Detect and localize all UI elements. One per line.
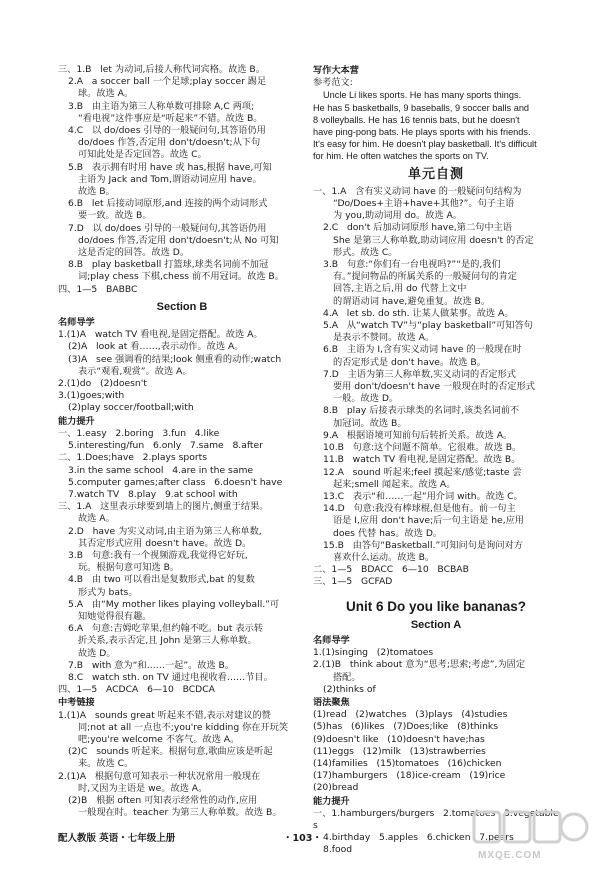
answer-line: 2.(1)A 根据句意可知表示一种状况常用一般现在 — [58, 770, 261, 782]
answer-line: 7.D 主语为第三人称单数,实义动词的否定形式 — [323, 368, 516, 380]
answer-line: 的否定形式是 don't have。故选 B。 — [333, 356, 486, 368]
answer-line: (2)A look at 看……,表示动作。故选 A。 — [68, 341, 244, 353]
right-column — [313, 64, 559, 857]
answer-line: (2)B 根据 often 可知表示经常性的动作,应用 — [68, 794, 258, 806]
answer-line: 参考范文: — [313, 77, 353, 89]
answer-line: 12.A sound 听起来;feel 摸起来/感觉;taste 尝 — [323, 466, 522, 478]
answer-line: 三、1—5 GCFAD — [313, 576, 393, 588]
answer-line: 7.B with 意为“和……一起”。故选 B。 — [68, 659, 235, 671]
answer-line: 可知此处是否定回答。故选 C。 — [78, 149, 207, 161]
answer-line: 13.C 表示“和……一起”用介词 with。故选 C。 — [323, 490, 523, 502]
answer-line: 4.A let sb. do sth. 让某人做某事。故选 A。 — [323, 307, 514, 319]
writing-section — [313, 65, 559, 163]
answer-line: 2.C don't 后加动词原形 have,第二句中主语 — [323, 222, 512, 234]
answer-line: (14)families (15)tomatoes (16)chicken — [313, 757, 502, 769]
unit-test-heading: 单元自测 — [407, 166, 464, 182]
answer-line: 三、1.A 这里表示球要到墙上的图片,侧重于结果。 — [58, 501, 269, 513]
answer-line: 5.A 由“My mother likes playing volleyball.”可 — [68, 598, 280, 610]
answer-line: 15.B 由答句“Basketball.”可知问句是询问对方 — [323, 539, 523, 551]
answer-line: 二、1—5 BDACC 6—10 BCBAB — [313, 564, 469, 576]
answer-line: 为 you,助动词用 do。故选 A。 — [333, 210, 462, 222]
unit-test-answers — [313, 186, 559, 589]
answer-line: 7.watch TV 8.play 9.at school with — [68, 488, 238, 500]
answer-line: Uncle Li likes sports. He has many sports things. — [323, 90, 522, 101]
answer-line: 折关系,表示否定,且 John 是第三人称单数。 — [78, 635, 257, 647]
section-heading: Section B — [156, 300, 208, 313]
answer-line: 形式为 bats。 — [78, 586, 138, 598]
section-label: 能力提升 — [58, 415, 95, 427]
answer-line: (20)bread — [313, 782, 359, 794]
answer-line: have ping-pong bats. He plays sports with his friends. — [313, 127, 531, 138]
answer-line: 主语为 Jack and Tom,谓语动词应用 have。 — [78, 173, 262, 185]
answer-line: 这是否定的回答。故选 D。 — [78, 247, 190, 259]
answer-line: for him. He often watches the sports on TV. — [313, 151, 489, 162]
answer-line: do/does 作答,否定用 don't/doesn't;从 No 可知 — [78, 234, 279, 246]
answer-line: 三、1.B let 为动词,后接人称代词宾格。故选 B。 — [58, 64, 265, 75]
answer-line: 7.D 以 do/does 引导的一般疑问句,其答语仍用 — [68, 222, 267, 234]
answer-line: 表示“观看,观赏”。故选 A。 — [78, 365, 192, 377]
answer-line: “Do/Does+主语+have+其他?”。句子主语 — [333, 198, 515, 210]
answer-line: 形式。故选 C。 — [333, 246, 398, 258]
answer-line: 是表示不赞同。故选 A。 — [333, 332, 435, 344]
section-label: 语法聚焦 — [313, 696, 350, 708]
answer-line: 的谓语动词 have,避免重复。故选 B。 — [333, 295, 491, 307]
answer-line: 一、1.A 含有实义动词 have 的一般疑问句结构为 — [313, 185, 522, 197]
answer-line: 4.B 由 two 可以看出是复数形式,bat 的复数 — [68, 574, 255, 586]
answer-line: 一、1.easy 2.boring 3.fun 4.like — [58, 427, 220, 439]
answer-line: (2)C sounds 听起来。根据句意,歌曲应该是听起 — [68, 746, 273, 758]
answer-line: 10.B 句意:这个问题不简单。它很难。故选 B。 — [323, 442, 522, 454]
answer-line: It's easy for him. He doesn't play basketball. It's difficult — [313, 139, 537, 150]
answer-line: 3.B 句意:“你们有一台电视吗?”“是的,我们 — [323, 259, 501, 271]
answer-line: 要用 don't/doesn't have 一般现在时的否定形式 — [333, 381, 535, 393]
answer-line: “看电视”这件事应是“听起来”不错。故选 B。 — [78, 112, 263, 124]
answer-line: 一般现在时。teacher 为第三人称单数。故选 B。 — [78, 807, 282, 819]
answer-line: 11.B watch TV 看电视,是固定搭配。故选 B。 — [323, 454, 521, 466]
answer-line: do/does 作答,否定用 don't/doesn't;从下句 — [78, 137, 261, 149]
answer-line: 1.(1)A sounds great 听起来不错,表示对建议的赞 — [58, 709, 271, 721]
answer-line: 二、1.Does;have 2.plays sports — [58, 452, 208, 464]
answer-line: 同;not at all 一点也不;you're kidding 你在开玩笑 — [78, 721, 289, 733]
answer-line: 四、1—5 BABBC — [58, 283, 138, 295]
answer-line: 2.(1)B think about 意为“思考;思索;考虑”,为固定 — [313, 659, 526, 671]
answer-line: (2)thinks of — [323, 683, 376, 695]
answer-line: 5.computer games;after class 6.doesn't have — [68, 476, 283, 488]
section-label: 名师导学 — [58, 317, 95, 329]
answer-line: 时,又因为主语是 we。故选 A。 — [78, 782, 208, 794]
section-label: 名师导学 — [313, 634, 350, 646]
answer-line: 6.A 句意:吉姆吃苹果,但约翰不吃。but 表示转 — [68, 623, 264, 635]
answer-line: 加冠词。故选 B。 — [333, 417, 407, 429]
answer-line: 8.food — [323, 844, 353, 856]
answer-line: 故选 B。 — [78, 186, 115, 198]
answer-line: She 是第三人称单数,助动词应用 doesn't 的否定 — [333, 234, 534, 246]
answer-line: 其否定形式应用 doesn't have。故选 D。 — [78, 537, 252, 549]
answer-line: (3)A see 强调看的结果;look 侧重看的动作;watch — [68, 353, 282, 365]
answer-line: 知她觉得很有趣。 — [78, 610, 152, 622]
left-column — [58, 64, 306, 819]
answer-line: 14.D 句意:我没有棒球棍,但是他有。前一句主 — [323, 503, 516, 515]
book-info: 配人教版 英语・七年级上册 — [58, 833, 176, 844]
answer-line: 词;play chess 下棋,chess 前不用冠词。故选 B。 — [78, 271, 284, 283]
answer-line: 4.birthday 5.apples 6.chicken 7.pears — [323, 832, 514, 844]
answer-line: 3.B 由主语为第三人称单数可排除 A,C 两项; — [68, 100, 255, 112]
section-label: 写作大本营 — [313, 65, 359, 76]
watermark-text: MXQE.COM — [478, 850, 542, 861]
answer-line: He has 5 basketballs, 9 baseballs, 9 soccer balls and — [313, 102, 530, 113]
answer-line: (1)read (2)watches (3)plays (4)studies — [313, 709, 508, 721]
answer-line: 6.B let 后接动词原形,and 连接的两个动词形式 — [68, 198, 268, 210]
answer-line: 喜欢什么运动。故选 B。 — [333, 551, 435, 563]
answer-line: 3.(1)goes;with — [58, 390, 125, 402]
answer-line: (5)has (6)likes (7)Does;like (8)thinks — [313, 721, 499, 733]
answer-line: 5.B 表示拥有时用 have 或 has,根据 have,可知 — [68, 161, 272, 173]
section-label: 能力提升 — [313, 795, 350, 807]
answer-line: 6.B 主语为 I,含有实义动词 have 的一般现在时 — [323, 344, 522, 356]
answer-line: 吧;you're welcome 不客气。故选 A。 — [78, 733, 240, 745]
answer-line: 四、1—5 ACDCA 6—10 BCDCA — [58, 684, 215, 696]
page-number: ・103・ — [283, 833, 322, 844]
answer-line: does 代替 has。故选 D。 — [333, 527, 443, 539]
answer-line: 2.A a soccer ball 一个足球;play soccer 踢足 — [68, 76, 267, 88]
answer-line: 5.A 从“watch TV”与“play basketball”可知答句 — [323, 320, 533, 332]
answer-line: 4.C 以 do/does 引导的一般疑问句,其答语仍用 — [68, 125, 266, 137]
answer-line: 8.C watch sth. on TV 通过电视收看……节目。 — [68, 671, 273, 683]
answer-line: (11)eggs (12)milk (13)strawberries — [313, 745, 486, 757]
answer-line: 有。”提问物品的所属关系的一般疑问句的肯定 — [333, 271, 517, 283]
answer-line: 8.B play 后接表示球类的名词时,该类名词前不 — [323, 405, 520, 417]
answer-line: 一、1.hamburgers/burgers 2.tomatoes 3.vegetables — [313, 807, 559, 831]
answer-line: 故选 A。 — [78, 513, 115, 525]
answer-line: (2)play soccer/football;with — [68, 402, 194, 414]
answer-line: 球。故选 A。 — [78, 88, 134, 100]
answer-line: 9.A 根据语境可知前句后转折关系。故选 A。 — [323, 429, 513, 441]
answer-line: 5.interesting/fun 6.only 7.same 8.after — [68, 440, 263, 452]
unit-title: Unit 6 Do you like bananas? — [345, 598, 527, 614]
answer-line: 1.(1)singing (2)tomatoes — [313, 647, 434, 659]
answer-line: 故选 D。 — [78, 647, 116, 659]
answer-line: 3.B 句意:我有一个视频游戏,我觉得它好玩, — [68, 549, 248, 561]
answer-line: 要一致。故选 B。 — [78, 210, 152, 222]
answer-line: 2.D have 为实义动词,由主语为第三人称单数, — [68, 525, 262, 537]
answer-line: 搭配。 — [333, 671, 361, 683]
answer-line: 语是 I,应用 don't have;后一句主语是 he,应用 — [333, 515, 524, 527]
answer-line: 来。故选 C。 — [78, 758, 134, 770]
watermark-logo — [470, 808, 590, 866]
answer-line: (17)hamburgers (18)ice-cream (19)rice — [313, 770, 506, 782]
section-a-heading: Section A — [410, 618, 462, 631]
answer-line: 玩。根据句意可知选 B。 — [78, 562, 180, 574]
answer-line: 回答,主语之后,用 do 代替上文中 — [333, 283, 467, 295]
answer-line: 一般。故选 D。 — [333, 393, 399, 405]
answer-line: 8 volleyballs. He has 16 tennis bats, but he doesn't — [313, 114, 520, 125]
answer-line: 2.(1)do (2)doesn't — [58, 378, 147, 390]
answer-line: (9)doesn't like (10)doesn't have;has — [313, 733, 485, 745]
answer-line: 8.B play basketball 打篮球,球类名词前不加冠 — [68, 259, 269, 271]
section-label: 中考链接 — [58, 697, 95, 709]
answer-line: 起来;smell 闻起来。故选 A。 — [333, 478, 456, 490]
answer-line: 3.in the same school 4.are in the same — [68, 464, 254, 476]
answer-line: 1.(1)A watch TV 看电视,是固定搭配。故选 A。 — [58, 329, 263, 341]
